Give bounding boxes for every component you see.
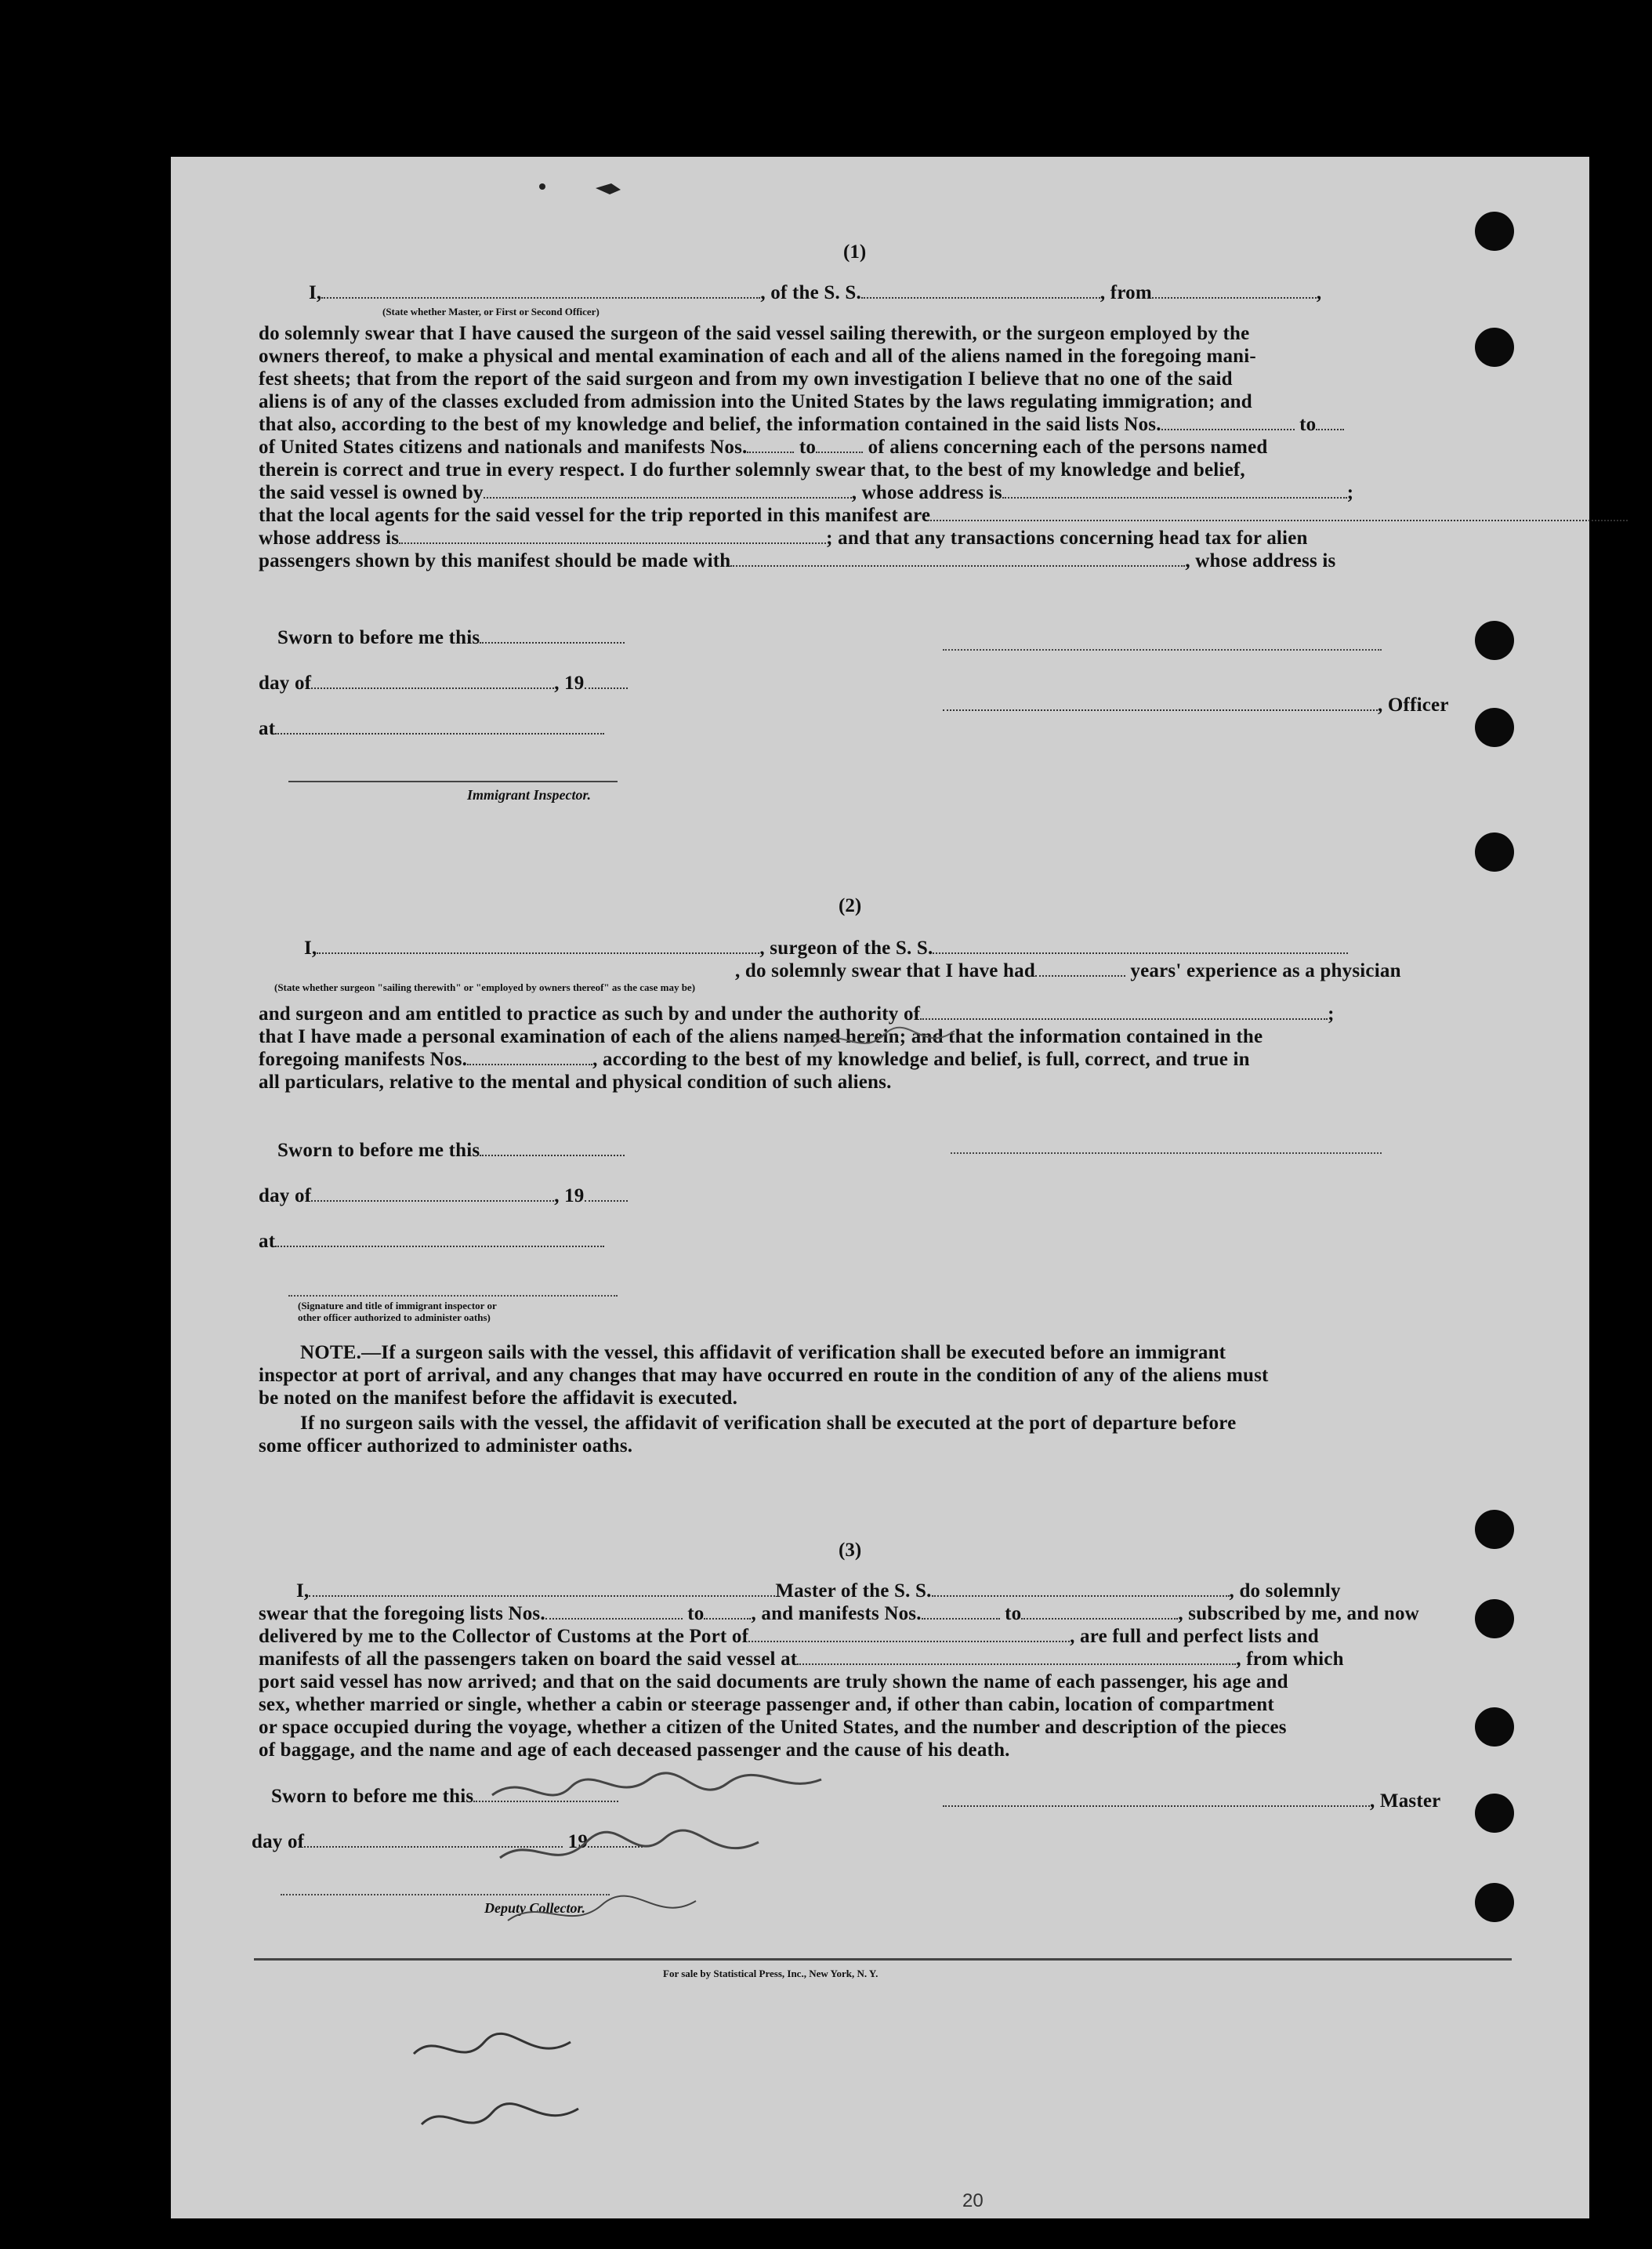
s1-para-line-4: aliens is of any of the classes excluded from admission into the United States by the laws regulating immigration; and: [259, 391, 1252, 412]
s3-sworn: Sworn to before me this: [271, 1786, 618, 1808]
punch-hole: [1475, 621, 1514, 660]
s1-officer-upper-line: [943, 649, 1382, 651]
s3-line-space: or space occupied during the voyage, whether a citizen of the United States, and the number and description of the pieces: [259, 1717, 1287, 1738]
s1-line-i: I, , of the S. S. , from ,: [309, 282, 1322, 303]
section-3-number: (3): [839, 1540, 862, 1561]
manifest-back-sheet: [171, 157, 1589, 2218]
s1-day-of: day of , 19: [259, 673, 628, 695]
punch-hole: [1475, 212, 1514, 251]
s3-master: , Master: [943, 1790, 1440, 1812]
s3-line-sex: sex, whether married or single, whether a cabin or steerage passenger and, if other than cabin, location of compartment: [259, 1694, 1274, 1715]
s2-line-foregoing: foregoing manifests Nos. , according to the best of my knowledge and belief, is full, correct, and true in: [259, 1049, 1250, 1070]
s1-para-line-2: owners thereof, to make a physical and mental examination of each and all of the aliens named in the foregoing mani-: [259, 346, 1256, 367]
s1-para-line-5: that also, according to the best of my knowledge and belief, the information contained in the said lists Nos. to: [259, 414, 1344, 436]
s3-line-port: port said vessel has now arrived; and that on the said documents are truly shown the name of each passenger, his age and: [259, 1671, 1288, 1692]
s2-surgeon-signature-line: [951, 1152, 1382, 1154]
punch-hole: [1475, 708, 1514, 747]
s3-day-of: day of 19: [252, 1831, 643, 1853]
printer-footer: For sale by Statistical Press, Inc., New York, N. Y.: [663, 1968, 879, 1979]
immigrant-inspector-label: Immigrant Inspector.: [467, 787, 592, 803]
s1-para-line-11: passengers shown by this manifest should be made with , whose address is: [259, 550, 1336, 571]
s2-sworn: Sworn to before me this: [277, 1140, 625, 1162]
punch-hole: [1475, 1883, 1514, 1922]
officer-title-label: (State whether Master, or First or Second Officer): [382, 306, 600, 317]
s1-para-line-1: do solemnly swear that I have caused the surgeon of the said vessel sailing therewith, or the surgeon employed by the: [259, 323, 1250, 344]
s1-inspector-signature-line: [288, 781, 618, 782]
punch-hole: [1475, 1510, 1514, 1549]
s1-para-line-6: of United States citizens and nationals and manifests Nos. to of aliens concerning each of the persons named: [259, 437, 1268, 458]
s2-line-do-solemnly: , do solemnly swear that I have had years' experience as a physician: [735, 960, 1401, 981]
punch-hole: [1475, 1794, 1514, 1833]
note-line-2: inspector at port of arrival, and any changes that may have occurred en route in the condition of any of the aliens must: [259, 1365, 1269, 1386]
s1-para-line-10: whose address is ; and that any transactions concerning head tax for alien: [259, 528, 1308, 549]
s2-line-authority: and surgeon and am entitled to practice as such by and under the authority of ;: [259, 1003, 1335, 1025]
s2-day-of: day of , 19: [259, 1185, 628, 1207]
s2-line-all: all particulars, relative to the mental and physical condition of such aliens.: [259, 1072, 892, 1093]
s1-para-line-8: the said vessel is owned by , whose address is ;: [259, 482, 1354, 503]
s3-line-i: I, Master of the S. S. , do solemnly: [296, 1580, 1341, 1602]
section-1-number: (1): [843, 241, 867, 263]
surgeon-status-label: (State whether surgeon "sailing therewith" or "employed by owners thereof" as the case may be): [274, 981, 696, 993]
ink-smudges: [533, 179, 658, 210]
s2-line-i: I, , surgeon of the S. S.: [304, 938, 1348, 959]
surgeon-signature-marks: [806, 1011, 962, 1066]
punch-hole: [1475, 1599, 1514, 1638]
s1-officer: , Officer: [943, 695, 1449, 716]
s1-at: at: [259, 718, 604, 740]
s1-para-line-3: fest sheets; that from the report of the said surgeon and from my own investigation I believe that no one of the said: [259, 368, 1233, 390]
note-line-1: NOTE.—If a surgeon sails with the vessel, this affidavit of verification shall be executed before an immigrant: [300, 1342, 1226, 1363]
punch-hole: [1475, 328, 1514, 367]
margin-signature-marks: [406, 2022, 594, 2164]
handwritten-signature-marks: [476, 1764, 853, 1952]
punch-hole: [1475, 832, 1514, 872]
note-line-5: some officer authorized to administer oaths.: [259, 1435, 633, 1456]
s2-signature-label-1: (Signature and title of immigrant inspector or: [298, 1300, 497, 1311]
s3-line-swear: swear that the foregoing lists Nos. to , and manifests Nos. to , subscribed by me, and now: [259, 1603, 1419, 1624]
sheet-number: 20: [962, 2190, 984, 2211]
note-line-4: If no surgeon sails with the vessel, the affidavit of verification shall be executed at the port of departure before: [300, 1413, 1237, 1434]
s1-para-line-9: that the local agents for the said vessel for the trip reported in this manifest are: [259, 505, 1628, 527]
s1-para-line-7: therein is correct and true in every respect. I do further solemnly swear that, to the best of my knowledge and belief,: [259, 459, 1245, 481]
section-2-number: (2): [839, 895, 862, 916]
s3-line-manifests: manifests of all the passengers taken on board the said vessel at , from which: [259, 1649, 1344, 1670]
s3-line-delivered: delivered by me to the Collector of Customs at the Port of , are full and perfect lists and: [259, 1626, 1319, 1647]
punch-hole: [1475, 1707, 1514, 1747]
bottom-rule: [254, 1958, 1512, 1961]
deputy-collector-label: Deputy Collector.: [484, 1900, 585, 1916]
s1-sworn: Sworn to before me this: [277, 627, 625, 649]
note-line-3: be noted on the manifest before the affidavit is executed.: [259, 1387, 738, 1409]
s2-line-made: that I have made a personal examination of each of the aliens named herein; and that the information contained in the: [259, 1026, 1263, 1047]
s2-at: at: [259, 1231, 604, 1253]
s2-signature-label-2: other officer authorized to administer oaths): [298, 1311, 491, 1323]
s2-signature-line: [288, 1295, 618, 1297]
s3-line-baggage: of baggage, and the name and age of each deceased passenger and the cause of his death.: [259, 1739, 1010, 1761]
